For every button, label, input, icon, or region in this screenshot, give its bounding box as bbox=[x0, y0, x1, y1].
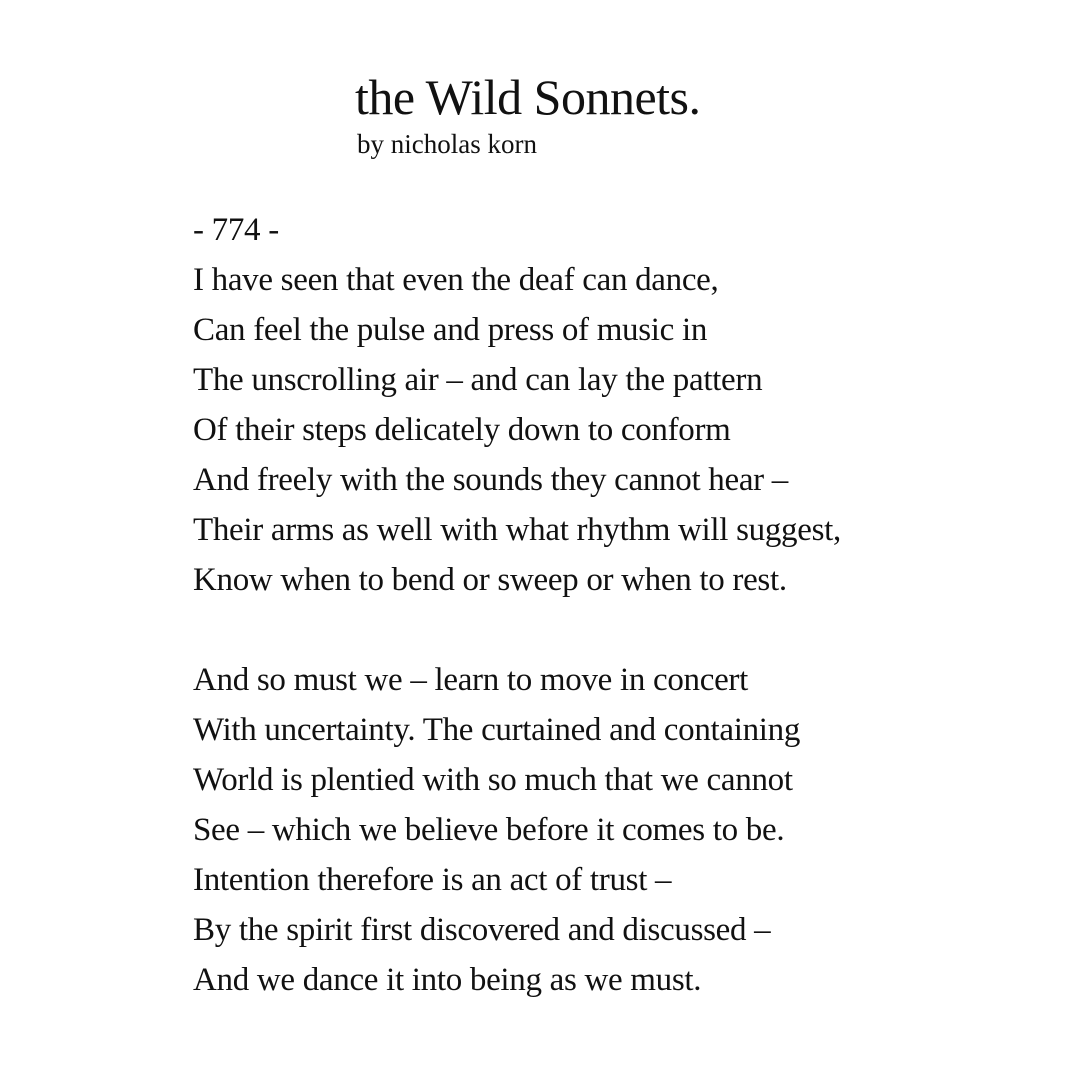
stanza-2 bbox=[193, 655, 841, 1005]
poem-line: Their arms as well with what rhythm will suggest, bbox=[193, 512, 841, 548]
poem-line: With uncertainty. The curtained and containing bbox=[193, 712, 801, 748]
author-byline: by nicholas korn bbox=[357, 129, 537, 159]
poem-line: And freely with the sounds they cannot hear – bbox=[193, 462, 789, 498]
stanza-divider bbox=[193, 605, 841, 655]
stanza-1 bbox=[193, 255, 841, 605]
poem-line: And so must we – learn to move in concert bbox=[193, 662, 748, 698]
poem-line: I have seen that even the deaf can dance, bbox=[193, 262, 719, 298]
poem-header bbox=[355, 68, 701, 160]
poem-line: Know when to bend or sweep or when to rest. bbox=[193, 562, 787, 598]
poem-line: By the spirit first discovered and discussed – bbox=[193, 912, 771, 948]
poem-body bbox=[193, 205, 841, 1005]
poem-line: World is plentied with so much that we cannot bbox=[193, 762, 793, 798]
poem-line: Of their steps delicately down to conform bbox=[193, 412, 731, 448]
poem-line: The unscrolling air – and can lay the pattern bbox=[193, 362, 763, 398]
collection-title: the Wild Sonnets. bbox=[355, 69, 701, 125]
poem-line: Can feel the pulse and press of music in bbox=[193, 312, 708, 348]
sonnet-number: - 774 - bbox=[193, 212, 279, 248]
poem-line: Intention therefore is an act of trust – bbox=[193, 862, 672, 898]
poem-line: See – which we believe before it comes to be. bbox=[193, 812, 785, 848]
poem-line: And we dance it into being as we must. bbox=[193, 962, 702, 998]
